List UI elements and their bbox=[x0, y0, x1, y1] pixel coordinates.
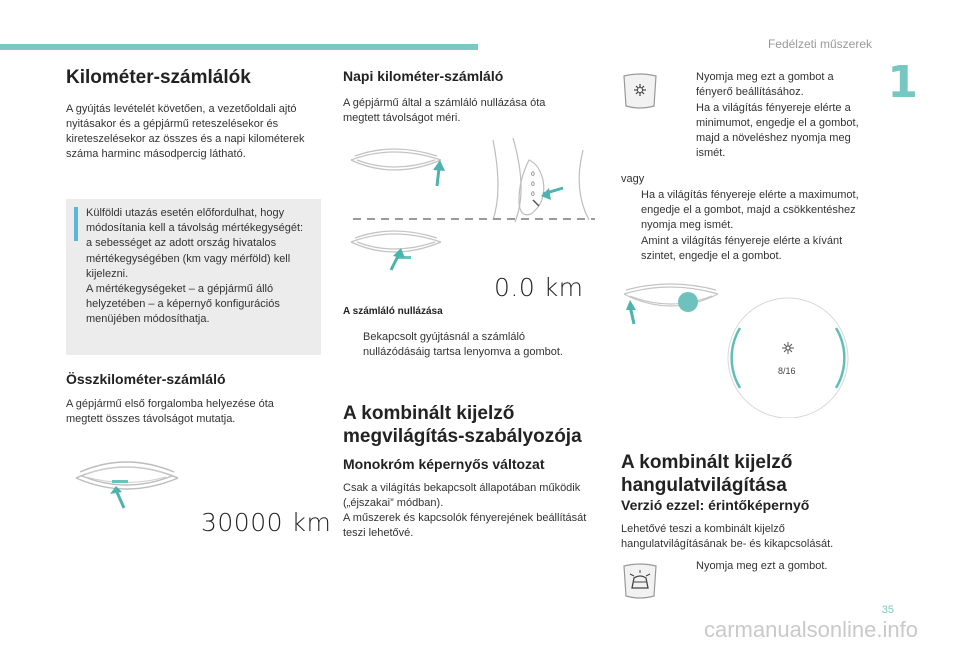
ambient-title: A kombinált kijelző hangulatvilágítása bbox=[621, 452, 793, 496]
ambient-steps bbox=[676, 559, 861, 575]
section-title: Fedélzeti műszerek bbox=[767, 37, 872, 51]
trip-odometer-title: Napi kilométer-számláló bbox=[343, 68, 504, 84]
total-odometer-title: Összkilométer-számláló bbox=[66, 371, 226, 387]
trip-odometer-value: 0.0 km bbox=[494, 273, 584, 302]
steering-button-illustration-1 bbox=[66, 450, 196, 510]
ambient-light-button-icon bbox=[620, 560, 660, 602]
trip-reset-illustration bbox=[343, 130, 598, 290]
monochrome-title: Monokróm képernyős változat bbox=[343, 456, 545, 472]
info-box bbox=[66, 199, 321, 355]
brightness-level: 8/16 bbox=[778, 366, 796, 376]
dimmer-step-2: Ha a világítás fényereje elérte a minimumot, engedje el a gombot, majd a növeléshez nyomja meg ismét. bbox=[696, 102, 859, 159]
dimmer-steps-alt bbox=[621, 188, 866, 265]
info-text: Külföldi utazás esetén előfordulhat, hogy módosítania kell a távolság mértékegységét: a sebességet az adott ország hivatalos mértékegységében (km vagy mérföld) kell kijelezni. A mértékegységeket – a gépjármű álló helyzetében – a képernyő konfigurációs menüjében módosíthatja. bbox=[86, 207, 304, 326]
total-odometer-value: 30000 km bbox=[201, 508, 332, 537]
trip-odometer-text: A gépjármű által a számláló nullázása óta megtett távolságot méri. bbox=[343, 97, 546, 124]
dimmer-title: A kombinált kijelző megvilágítás-szabályozója bbox=[343, 403, 582, 447]
svg-text:0: 0 bbox=[531, 191, 535, 198]
dimmer-step-1: Nyomja meg ezt a gombot a fényerő beállításához. bbox=[696, 71, 834, 98]
dimmer-button-icon bbox=[620, 70, 660, 112]
watermark: carmanualsonline.info bbox=[703, 617, 918, 642]
dimmer-step-3: Ha a világítás fényereje elérte a maximumot, engedje el a gombot, majd a csökkentéshez nyomja meg ismét. bbox=[641, 189, 859, 231]
odometers-title: Kilométer-számlálók bbox=[66, 67, 251, 88]
reset-step: Bekapcsolt gyújtásnál a számláló nullázódásáig tartsa lenyomva a gombot. bbox=[363, 331, 563, 358]
touchscreen-title: Verzió ezzel: érintőképernyő bbox=[621, 497, 810, 513]
reset-steps bbox=[343, 330, 588, 361]
total-odometer-text: A gépjármű első forgalomba helyezése óta megtett összes távolságot mutatja. bbox=[66, 398, 274, 425]
info-icon-stem bbox=[74, 217, 78, 241]
ambient-step: Nyomja meg ezt a gombot. bbox=[696, 560, 828, 572]
chapter-number: 1 bbox=[887, 57, 918, 108]
or-label: vagy bbox=[621, 173, 645, 185]
monochrome-text: Csak a világítás bekapcsolt állapotában működik („éjszakai” módban). A műszerek és kapcsolók fényerejének beállítását teszi lehetővé. bbox=[343, 482, 587, 539]
svg-text:0: 0 bbox=[531, 181, 535, 188]
header-accent-bar bbox=[0, 44, 478, 50]
touchscreen-text: Lehetővé teszi a kombinált kijelző hangulatvilágításának be- és kikapcsolását. bbox=[621, 523, 834, 550]
odometers-intro: A gyújtás levételét követően, a vezetőoldali ajtó nyitásakor és a gépjármű reteszelésekor és kireteszelésekor az összes és a napi kilométerek száma harminc másodpercig látható. bbox=[66, 103, 305, 160]
reset-caption: A számláló nullázása bbox=[343, 306, 443, 317]
dashboard-brightness-illustration bbox=[620, 278, 860, 418]
dimmer-step-4: Amint a világítás fényereje elérte a kívánt szintet, engedje el a gombot. bbox=[641, 235, 843, 262]
dimmer-steps bbox=[676, 70, 861, 162]
svg-text:0: 0 bbox=[531, 171, 535, 178]
page-number: 35 bbox=[881, 604, 894, 616]
